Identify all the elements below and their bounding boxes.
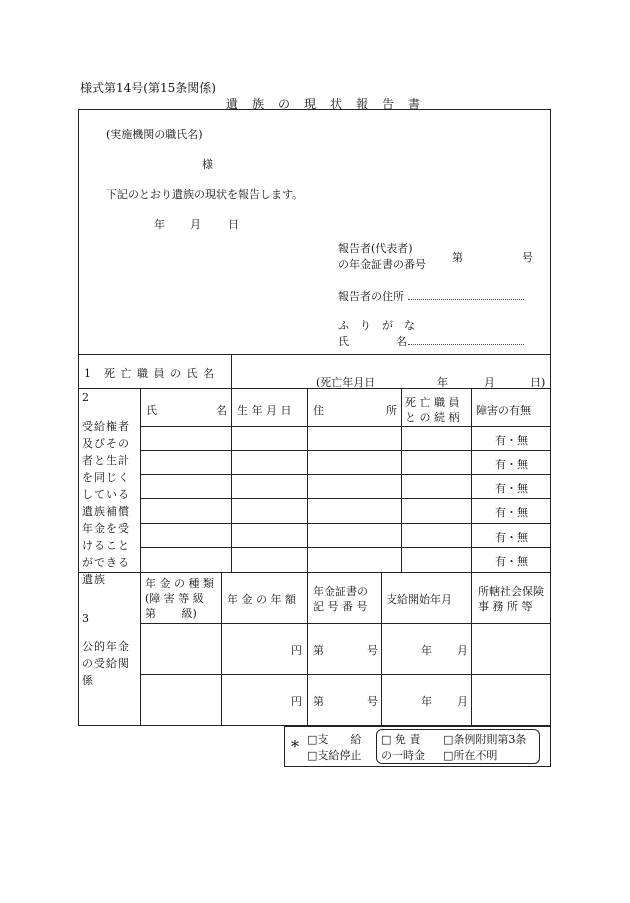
s3-row1-month: 月: [457, 644, 468, 657]
s2-col-line-1: [140, 388, 141, 572]
s2-row-line: [140, 474, 551, 475]
footer-asterisk: *: [291, 737, 299, 756]
date-day: 日: [228, 218, 239, 231]
s2-disability-value: 有・無: [495, 531, 528, 544]
section3-label: 公的年金の受給関係: [82, 640, 130, 687]
section1-divider: [231, 354, 232, 388]
s2-row-line: [140, 426, 551, 427]
s3-col-office-2: 事 務 所 等: [478, 600, 533, 613]
section2-label: 受給権者及びその者と生計を同じくしている遺族補償年金を受けることができる遺族: [82, 420, 130, 586]
s3-row-line: [140, 674, 551, 675]
s2-col-address-1: 住: [313, 404, 324, 417]
section2-number: 2: [82, 391, 89, 404]
s2-row-line: [140, 450, 551, 451]
s2-col-line-2: [231, 388, 232, 572]
s3-col-cert-1: 年金証書の: [313, 585, 368, 598]
opt-menseki[interactable]: □ 免 責: [381, 733, 421, 746]
shimei-label-2: 名: [396, 335, 407, 348]
s3-row-line: [140, 623, 551, 624]
reporter-dai: 第: [452, 251, 463, 264]
opt-jorei[interactable]: □条例附則第3条: [443, 733, 527, 746]
s3-row2-yen: 円: [291, 695, 302, 708]
death-day: 日): [530, 376, 546, 389]
s3-col-type-2: (障 害 等 級: [145, 592, 204, 605]
s3-row1-year: 年: [421, 644, 432, 657]
s3-row2-dai: 第: [313, 695, 324, 708]
reporter-address-label: 報告者の住所: [338, 290, 404, 303]
s2-disability-value: 有・無: [495, 506, 528, 519]
s2-col-address-2: 所: [386, 404, 397, 417]
reporter-name-line: [408, 344, 524, 345]
opt-teishi[interactable]: □支給停止: [307, 749, 362, 762]
reporter-number-label-2: の年金証書の番号: [338, 258, 426, 271]
s2-disability-value: 有・無: [495, 458, 528, 471]
s3-col-line-5: [471, 572, 472, 726]
reporter-number-label-1: 報告者(代表者): [338, 242, 413, 255]
s2-col-relation-1: 死 亡 職 員: [405, 396, 460, 409]
form-title: 遺 族 の 現 状 報 告 書: [226, 97, 422, 111]
s2-col-line-4: [401, 388, 402, 572]
recipient-label: (実施機関の職氏名): [106, 128, 203, 141]
s2-col-line-3: [307, 388, 308, 572]
s3-col-line-1: [140, 572, 141, 726]
s2-col-line-5: [471, 388, 472, 572]
s2-col-name-2: 名: [216, 404, 227, 417]
s2-col-relation-2: と の 続 柄: [405, 411, 460, 424]
reporter-address-line: [408, 299, 524, 300]
furigana-label: ふ り が な: [338, 319, 415, 332]
opt-shikyu[interactable]: □支 給: [307, 733, 362, 746]
section2-top-line: [78, 388, 551, 389]
sama-label: 様: [202, 158, 213, 171]
shimei-label-1: 氏: [338, 335, 349, 348]
s2-col-birth: 生 年 月 日: [237, 404, 292, 417]
date-month: 月: [190, 218, 201, 231]
s3-row1-dai: 第: [313, 644, 324, 657]
date-year: 年: [154, 218, 165, 231]
section1-top-line: [78, 354, 551, 355]
s3-row2-month: 月: [457, 695, 468, 708]
section1-label: 1 死 亡 職 員 の 氏 名: [84, 367, 215, 380]
s3-col-type-3: 第 級): [145, 607, 197, 620]
s3-col-office-1: 所轄社会保険: [478, 585, 544, 598]
s3-col-amount: 年 金 の 年 額: [227, 593, 296, 606]
s3-row1-go: 号: [367, 644, 378, 657]
s2-col-disability: 障害の有無: [476, 404, 531, 417]
section3-number: 3: [82, 612, 89, 625]
opt-ichijikin: の一時金: [381, 749, 425, 762]
s2-disability-value: 有・無: [495, 555, 528, 568]
section3-top-line: [78, 572, 551, 573]
s3-row2-go: 号: [367, 695, 378, 708]
s2-row-line: [140, 498, 551, 499]
form-number: 様式第14号(第15条関係): [80, 81, 216, 95]
s2-col-name-1: 氏: [146, 404, 157, 417]
s3-col-start: 支給開始年月: [386, 593, 452, 606]
s3-col-type-1: 年 金 の 種 類: [145, 577, 214, 590]
s2-disability-value: 有・無: [495, 482, 528, 495]
opt-fumei[interactable]: □所在不明: [443, 749, 498, 762]
s3-row1-yen: 円: [291, 644, 302, 657]
s3-col-cert-2: 記 号 番 号: [313, 600, 368, 613]
death-date-label: (死亡年月日: [316, 376, 376, 389]
s3-col-line-2: [221, 572, 222, 726]
s3-col-line-4: [381, 572, 382, 726]
death-year: 年: [437, 376, 448, 389]
s2-row-line: [140, 523, 551, 524]
death-month: 月: [484, 376, 495, 389]
reporter-go: 号: [522, 251, 533, 264]
s3-col-line-3: [307, 572, 308, 726]
statement-text: 下記のとおり遺族の現状を報告します。: [106, 188, 304, 201]
s2-row-line: [140, 547, 551, 548]
s2-disability-value: 有・無: [495, 434, 528, 447]
s3-row2-year: 年: [421, 695, 432, 708]
